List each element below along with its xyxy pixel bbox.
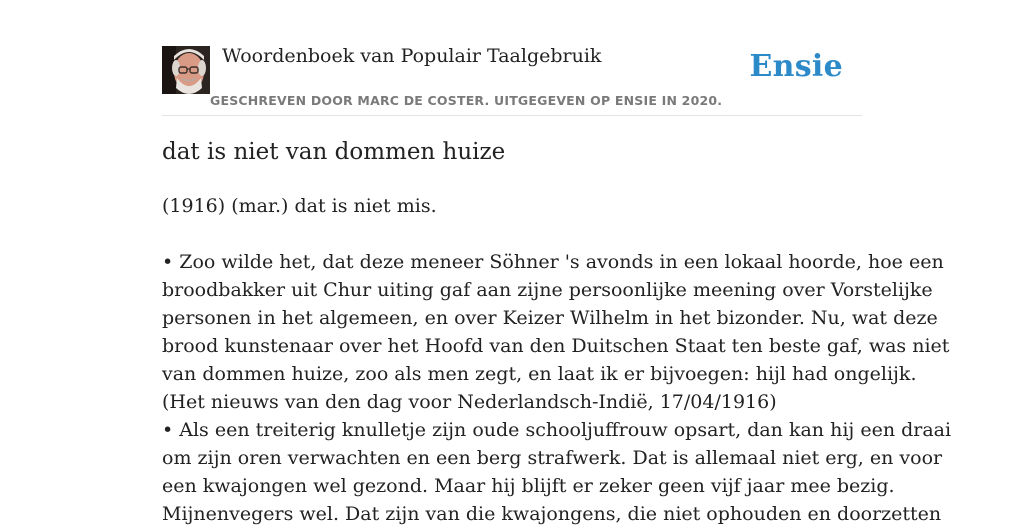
- entry-examples: [162, 248, 952, 528]
- example-line: van dommen huize, zoo als men zegt, en laat ik er bijvoegen: hijl had ongelijk.: [162, 363, 917, 385]
- example-line: brood kunstenaar over het Hoofd van den Duitschen Staat ten beste gaf, was niet: [162, 335, 950, 357]
- example-citation: (Het nieuws van den dag voor Nederlandsch-Indië, 17/04/1916): [162, 391, 777, 413]
- dictionary-title[interactable]: Woordenboek van Populair Taalgebruik: [222, 45, 602, 67]
- author-photo-icon: [162, 46, 210, 94]
- source-header: [162, 0, 862, 116]
- example-line: • Als een treiterig knulletje zijn oude schooljuffrouw opsart, dan kan hij een draai: [162, 419, 952, 441]
- example-line: broodbakker uit Chur uiting gaf aan zijne persoonlijke meening over Vorstelijke: [162, 279, 933, 301]
- ensie-logo[interactable]: Ensie: [749, 49, 843, 84]
- example-line: Mijnenvegers wel. Dat zijn van die kwajongens, die niet ophouden en doorzetten: [162, 503, 942, 525]
- entry-page: [162, 0, 952, 525]
- author-byline: GESCHREVEN DOOR MARC DE COSTER. UITGEGEVEN OP ENSIE IN 2020.: [210, 93, 723, 108]
- entry-definition: (1916) (mar.) dat is niet mis.: [162, 195, 437, 217]
- example-line: • Zoo wilde het, dat deze meneer Söhner 's avonds in een lokaal hoorde, hoe een: [162, 251, 944, 273]
- example-line: een kwajongen wel gezond. Maar hij blijft er zeker geen vijf jaar mee bezig.: [162, 475, 895, 497]
- author-avatar[interactable]: [162, 46, 210, 94]
- entry-title: dat is niet van dommen huize: [162, 139, 506, 165]
- example-line: om zijn oren verwachten en een berg strafwerk. Dat is allemaal niet erg, en voor: [162, 447, 943, 469]
- example-line: personen in het algemeen, en over Keizer Wilhelm in het bizonder. Nu, wat deze: [162, 307, 938, 329]
